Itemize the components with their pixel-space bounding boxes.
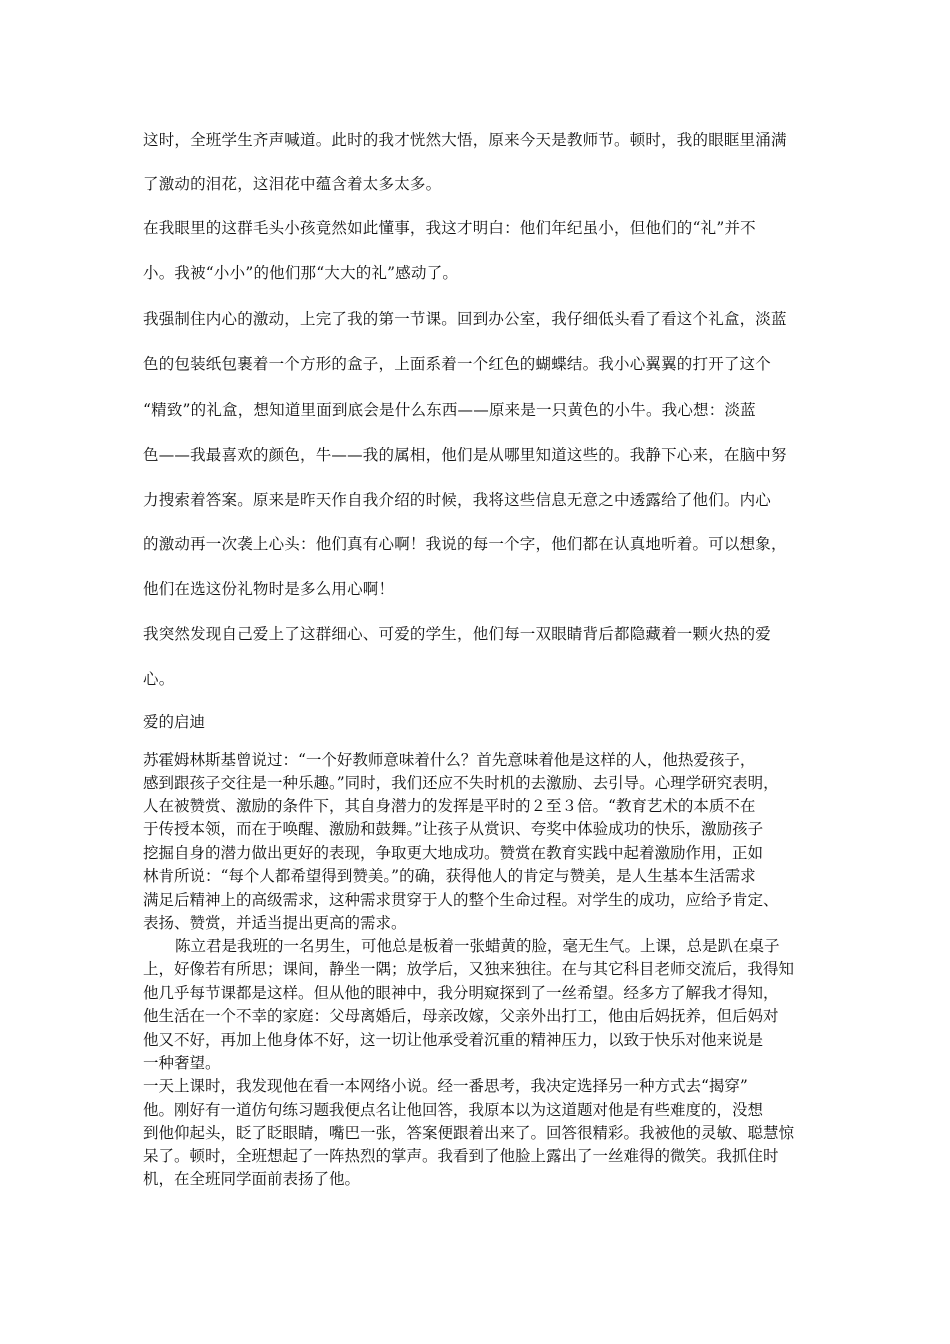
paragraph-line: 挖掘自身的潜力做出更好的表现，争取更大地成功。赞赏在教育实践中起着激励作用，正如 (143, 844, 764, 862)
paragraph-line: 表扬、赞赏，并适当提出更高的需求。 (143, 914, 407, 932)
paragraph-line: 满足后精神上的高级需求，这种需求贯穿于人的整个生命过程。对学生的成功，应给予肯定、 (143, 891, 779, 909)
paragraph-line: 了激动的泪花，这泪花中蕴含着太多太多。 (143, 175, 442, 193)
paragraph-line: 一种奢望。 (143, 1054, 221, 1072)
paragraph-line: 他们在选这份礼物时是多么用心啊！ (143, 580, 395, 598)
paragraph-line: 陈立君是我班的一名男生，可他总是板着一张蜡黄的脸，毫无生气。上课，总是趴在桌子 (175, 937, 780, 955)
paragraph-line: 呆了。顿时，全班想起了一阵热烈的掌声。我看到了他脸上露出了一丝难得的微笑。我抓住时 (143, 1147, 779, 1165)
paragraph-line: 到他仰起头，眨了眨眼睛，嘴巴一张，答案便跟着出来了。回答很精彩。我被他的灵敏、聪慧惊 (143, 1124, 795, 1142)
paragraph-line: 人在被赞赏、激励的条件下，其自身潜力的发挥是平时的２至３倍。“教育艺术的本质不在 (143, 797, 756, 815)
paragraph-line: 心。 (143, 670, 175, 688)
paragraph-line: 林肯所说：“每个人都希望得到赞美。”的确，获得他人的肯定与赞美，是人生基本生活需求 (143, 867, 756, 885)
paragraph-line: 机，在全班同学面前表扬了他。 (143, 1170, 361, 1188)
paragraph-line: 上，好像若有所思；课间，静坐一隅；放学后，又独来独往。在与其它科目老师交流后，我得知 (143, 960, 795, 978)
paragraph-line: 他。刚好有一道仿句练习题我便点名让他回答，我原本以为这道题对他是有些难度的，没想 (143, 1101, 764, 1119)
paragraph-line: 我突然发现自己爱上了这群细心、可爱的学生，他们每一双眼睛背后都隐藏着一颗火热的爱 (143, 625, 772, 643)
paragraph-line: 他又不好，再加上他身体不好，这一切让他承受着沉重的精神压力，以致于快乐对他来说是 (143, 1031, 764, 1049)
paragraph-line: 这时，全班学生齐声喊道。此时的我才恍然大悟，原来今天是教师节。顿时，我的眼眶里涌满 (143, 131, 787, 149)
paragraph-line: 于传授本领，而在于唤醒、激励和鼓舞。”让孩子从赏识、夸奖中体验成功的快乐，激励孩子 (143, 820, 764, 838)
paragraph-line: 力搜索着答案。原来是昨天作自我介绍的时候，我将这些信息无意之中透露给了他们。内心 (143, 491, 772, 509)
paragraph-line: 他几乎每节课都是这样。但从他的眼神中，我分明窥探到了一丝希望。经多方了解我才得知， (143, 984, 779, 1002)
paragraph-line: 苏霍姆林斯基曾说过：“一个好教师意味着什么？首先意味着他是这样的人，他热爱孩子， (143, 751, 756, 769)
paragraph-line: 他生活在一个不幸的家庭：父母离婚后，母亲改嫁，父亲外出打工，他由后妈抚养，但后妈对 (143, 1007, 779, 1025)
paragraph-line: 小。我被“小小”的他们那“大大的礼”感动了。 (143, 264, 459, 282)
paragraph-line: 的激动再一次袭上心头：他们真有心啊！我说的每一个字，他们都在认真地听着。可以想象， (143, 535, 787, 553)
paragraph-line: 一天上课时，我发现他在看一本网络小说。经一番思考，我决定选择另一种方式去“揭穿” (143, 1077, 748, 1095)
paragraph-line: 色——我最喜欢的颜色，牛——我的属相，他们是从哪里知道这些的。我静下心来，在脑中努 (143, 446, 787, 464)
paragraph-line: 色的包装纸包裹着一个方形的盒子，上面系着一个红色的蝴蝶结。我小心翼翼的打开了这个 (143, 355, 772, 373)
paragraph-line: 我强制住内心的激动，上完了我的第一节课。回到办公室，我仔细低头看了看这个礼盒，淡蓝 (143, 310, 787, 328)
paragraph-line: 在我眼里的这群毛头小孩竟然如此懂事，我这才明白：他们年纪虽小，但他们的“礼”并不 (143, 219, 756, 237)
paragraph-line: 感到跟孩子交往是一种乐趣。”同时，我们还应不失时机的去激励、去引导。心理学研究表明， (143, 774, 779, 792)
paragraph-line: “精致”的礼盒，想知道里面到底会是什么东西——原来是一只黄色的小牛。我心想：淡蓝 (143, 401, 756, 419)
section-title: 爱的启迪 (143, 713, 206, 731)
